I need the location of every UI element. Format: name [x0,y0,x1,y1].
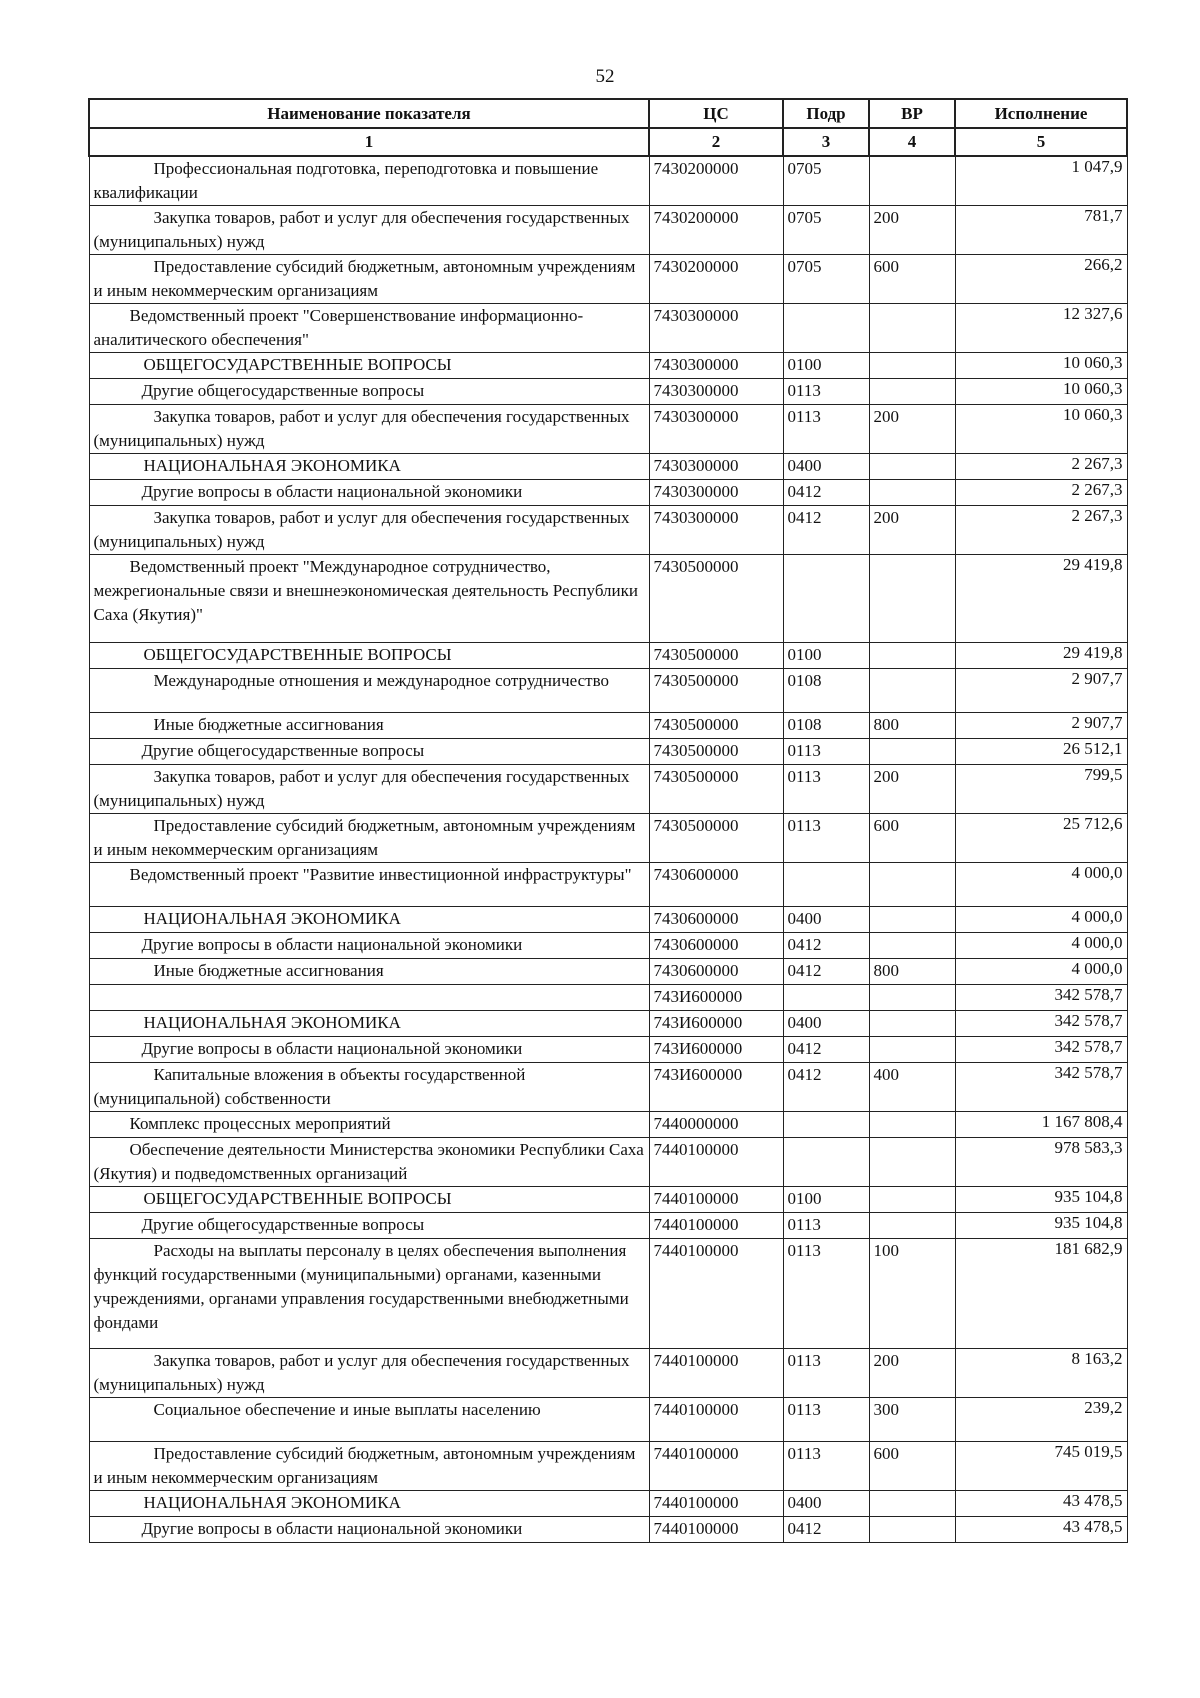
header-podr: Подр [783,99,869,128]
budget-execution-table [88,98,1128,1543]
row-cs: 7430600000 [649,933,783,959]
row-amount: 26 512,1 [955,739,1127,765]
table-row [89,1349,1127,1398]
row-podr [783,304,869,353]
row-cs: 7440000000 [649,1112,783,1138]
row-amount: 342 578,7 [955,1037,1127,1063]
table-row [89,669,1127,713]
table-row [89,555,1127,643]
header-vr: ВР [869,99,955,128]
row-vr [869,643,955,669]
row-podr [783,1138,869,1187]
row-name: Комплекс процессных мероприятий [89,1112,649,1138]
row-name: ОБЩЕГОСУДАРСТВЕННЫЕ ВОПРОСЫ [89,1187,649,1213]
row-amount: 25 712,6 [955,814,1127,863]
row-podr: 0705 [783,206,869,255]
row-amount: 342 578,7 [955,1063,1127,1112]
table-row [89,863,1127,907]
row-amount: 12 327,6 [955,304,1127,353]
row-amount: 935 104,8 [955,1187,1127,1213]
page-number: 52 [595,66,615,87]
row-name: Закупка товаров, работ и услуг для обеспечения государственных (муниципальных) нужд [89,206,649,255]
row-podr: 0113 [783,1239,869,1349]
row-podr: 0100 [783,1187,869,1213]
row-amount: 2 267,3 [955,454,1127,480]
row-cs: 7430200000 [649,206,783,255]
row-vr [869,304,955,353]
row-vr: 200 [869,506,955,555]
row-name: Предоставление субсидий бюджетным, автономным учреждениям и иным некоммерческим организациям [89,814,649,863]
row-amount: 978 583,3 [955,1138,1127,1187]
row-podr: 0412 [783,1517,869,1543]
row-cs: 7430600000 [649,907,783,933]
row-amount: 10 060,3 [955,379,1127,405]
table-row [89,1112,1127,1138]
row-vr: 200 [869,1349,955,1398]
row-vr: 600 [869,1442,955,1491]
table-header-row [89,99,1127,128]
row-vr: 600 [869,814,955,863]
row-amount: 342 578,7 [955,985,1127,1011]
row-vr: 100 [869,1239,955,1349]
row-vr: 200 [869,765,955,814]
table-row [89,765,1127,814]
row-vr: 800 [869,713,955,739]
row-amount: 4 000,0 [955,933,1127,959]
row-podr [783,1112,869,1138]
row-name: НАЦИОНАЛЬНАЯ ЭКОНОМИКА [89,1491,649,1517]
row-cs: 7430300000 [649,353,783,379]
row-vr [869,1011,955,1037]
row-name: Расходы на выплаты персоналу в целях обеспечения выполнения функций государственными (муниципальными) органами, казенными учреждениями, органами управления государственными внебюджетными фондами [89,1239,649,1349]
table-row [89,739,1127,765]
row-vr [869,863,955,907]
row-name: ОБЩЕГОСУДАРСТВЕННЫЕ ВОПРОСЫ [89,643,649,669]
row-cs: 743И600000 [649,1063,783,1112]
table-row [89,814,1127,863]
row-podr: 0113 [783,765,869,814]
row-cs: 7440100000 [649,1398,783,1442]
row-vr: 800 [869,959,955,985]
row-name: Ведомственный проект "Совершенствование информационно-аналитического обеспечения" [89,304,649,353]
table-row [89,985,1127,1011]
row-amount: 10 060,3 [955,353,1127,379]
row-name: ОБЩЕГОСУДАРСТВЕННЫЕ ВОПРОСЫ [89,353,649,379]
row-name: Закупка товаров, работ и услуг для обеспечения государственных (муниципальных) нужд [89,765,649,814]
row-name: Другие общегосударственные вопросы [89,1213,649,1239]
row-name: Другие вопросы в области национальной экономики [89,480,649,506]
row-name: НАЦИОНАЛЬНАЯ ЭКОНОМИКА [89,1011,649,1037]
row-cs: 7430500000 [649,555,783,643]
row-cs: 7430500000 [649,669,783,713]
row-amount: 239,2 [955,1398,1127,1442]
table-row [89,379,1127,405]
table-row [89,1187,1127,1213]
header-amount: Исполнение [955,99,1127,128]
row-vr: 600 [869,255,955,304]
row-name: Закупка товаров, работ и услуг для обеспечения государственных (муниципальных) нужд [89,405,649,454]
row-vr [869,454,955,480]
row-podr: 0412 [783,1037,869,1063]
row-cs: 7430300000 [649,480,783,506]
row-name: Социальное обеспечение и иные выплаты населению [89,1398,649,1442]
row-cs: 7440100000 [649,1239,783,1349]
row-podr: 0705 [783,156,869,206]
row-amount: 8 163,2 [955,1349,1127,1398]
row-podr: 0113 [783,1213,869,1239]
row-amount: 342 578,7 [955,1011,1127,1037]
table-row [89,933,1127,959]
row-amount: 29 419,8 [955,555,1127,643]
row-podr: 0400 [783,1011,869,1037]
row-cs: 743И600000 [649,1011,783,1037]
row-name: Ведомственный проект "Международное сотрудничество, межрегиональные связи и внешнеэкономическая деятельность Республики Саха (Якутия)" [89,555,649,643]
row-podr: 0412 [783,1063,869,1112]
row-amount: 10 060,3 [955,405,1127,454]
row-podr [783,863,869,907]
row-podr: 0113 [783,1349,869,1398]
row-cs: 7430600000 [649,959,783,985]
row-podr: 0412 [783,959,869,985]
row-name: Иные бюджетные ассигнования [89,713,649,739]
row-name: Другие общегосударственные вопросы [89,739,649,765]
table-row [89,506,1127,555]
row-podr [783,555,869,643]
row-vr: 300 [869,1398,955,1442]
row-name: Международные отношения и международное сотрудничество [89,669,649,713]
row-vr [869,1037,955,1063]
row-cs: 7440100000 [649,1138,783,1187]
row-podr: 0113 [783,1398,869,1442]
row-amount: 799,5 [955,765,1127,814]
row-podr: 0412 [783,506,869,555]
row-cs: 7430300000 [649,454,783,480]
row-podr: 0113 [783,814,869,863]
row-name: Другие вопросы в области национальной экономики [89,933,649,959]
row-podr: 0108 [783,713,869,739]
row-amount: 266,2 [955,255,1127,304]
row-cs: 7430300000 [649,405,783,454]
row-name: Предоставление субсидий бюджетным, автономным учреждениям и иным некоммерческим организациям [89,255,649,304]
row-name: Ведомственный проект "Развитие инвестиционной инфраструктуры" [89,863,649,907]
row-podr: 0113 [783,379,869,405]
row-amount: 43 478,5 [955,1517,1127,1543]
row-vr [869,555,955,643]
row-name: НАЦИОНАЛЬНАЯ ЭКОНОМИКА [89,907,649,933]
row-podr: 0113 [783,1442,869,1491]
row-podr: 0400 [783,1491,869,1517]
row-vr [869,985,955,1011]
row-cs: 7440100000 [649,1442,783,1491]
row-vr: 200 [869,405,955,454]
row-name: Предоставление субсидий бюджетным, автономным учреждениям и иным некоммерческим организациям [89,1442,649,1491]
row-podr: 0113 [783,405,869,454]
table-row [89,353,1127,379]
row-vr [869,1138,955,1187]
row-cs: 7430300000 [649,379,783,405]
row-amount: 2 267,3 [955,480,1127,506]
row-cs: 7440100000 [649,1491,783,1517]
row-vr [869,156,955,206]
row-vr [869,669,955,713]
table-row [89,1063,1127,1112]
table-row [89,1398,1127,1442]
row-amount: 745 019,5 [955,1442,1127,1491]
table-row [89,1138,1127,1187]
row-podr: 0400 [783,907,869,933]
row-podr: 0100 [783,353,869,379]
row-amount: 2 907,7 [955,669,1127,713]
row-vr [869,480,955,506]
row-cs: 7430500000 [649,739,783,765]
row-amount: 2 267,3 [955,506,1127,555]
table-row [89,1239,1127,1349]
table-row [89,255,1127,304]
row-cs: 7430500000 [649,643,783,669]
row-amount: 1 047,9 [955,156,1127,206]
table-row [89,959,1127,985]
row-cs: 7430200000 [649,156,783,206]
row-cs: 7430500000 [649,765,783,814]
row-amount: 29 419,8 [955,643,1127,669]
row-podr: 0113 [783,739,869,765]
row-cs: 743И600000 [649,985,783,1011]
table-row [89,454,1127,480]
row-podr: 0705 [783,255,869,304]
row-name: Закупка товаров, работ и услуг для обеспечения государственных (муниципальных) нужд [89,506,649,555]
row-podr [783,985,869,1011]
row-amount: 935 104,8 [955,1213,1127,1239]
row-name: НАЦИОНАЛЬНАЯ ЭКОНОМИКА [89,454,649,480]
table-row [89,1517,1127,1543]
row-amount: 181 682,9 [955,1239,1127,1349]
row-cs: 7430600000 [649,863,783,907]
column-number: 4 [869,128,955,156]
table-row [89,1037,1127,1063]
row-vr [869,1112,955,1138]
row-vr: 400 [869,1063,955,1112]
row-cs: 7430500000 [649,713,783,739]
row-name: Другие общегосударственные вопросы [89,379,649,405]
row-name: Закупка товаров, работ и услуг для обеспечения государственных (муниципальных) нужд [89,1349,649,1398]
row-cs: 7440100000 [649,1349,783,1398]
row-vr [869,933,955,959]
table-row [89,907,1127,933]
table-row [89,1442,1127,1491]
row-name: Капитальные вложения в объекты государственной (муниципальной) собственности [89,1063,649,1112]
row-cs: 7440100000 [649,1187,783,1213]
column-number: 2 [649,128,783,156]
row-vr: 200 [869,206,955,255]
row-cs: 7430500000 [649,814,783,863]
row-amount: 1 167 808,4 [955,1112,1127,1138]
row-amount: 43 478,5 [955,1491,1127,1517]
row-podr: 0108 [783,669,869,713]
row-cs: 7440100000 [649,1213,783,1239]
row-podr: 0412 [783,933,869,959]
row-vr [869,739,955,765]
row-vr [869,379,955,405]
table-row [89,713,1127,739]
row-vr [869,907,955,933]
table-row [89,1011,1127,1037]
row-name: Другие вопросы в области национальной экономики [89,1037,649,1063]
table-row [89,156,1127,206]
row-amount: 2 907,7 [955,713,1127,739]
header-name: Наименование показателя [89,99,649,128]
row-vr [869,1187,955,1213]
table-row [89,304,1127,353]
table-row [89,1491,1127,1517]
table-row [89,405,1127,454]
row-amount: 4 000,0 [955,907,1127,933]
row-name [89,985,649,1011]
row-vr [869,353,955,379]
column-number: 1 [89,128,649,156]
row-name: Другие вопросы в области национальной экономики [89,1517,649,1543]
row-podr: 0400 [783,454,869,480]
table-row [89,480,1127,506]
row-cs: 7430300000 [649,304,783,353]
row-vr [869,1517,955,1543]
row-podr: 0412 [783,480,869,506]
row-amount: 4 000,0 [955,863,1127,907]
row-amount: 781,7 [955,206,1127,255]
row-podr: 0100 [783,643,869,669]
row-cs: 7430300000 [649,506,783,555]
column-number: 3 [783,128,869,156]
row-amount: 4 000,0 [955,959,1127,985]
row-name: Профессиональная подготовка, переподготовка и повышение квалификации [89,156,649,206]
row-name: Иные бюджетные ассигнования [89,959,649,985]
table-body [89,156,1127,1543]
header-cs: ЦС [649,99,783,128]
column-number-row [89,128,1127,156]
column-number: 5 [955,128,1127,156]
row-vr [869,1213,955,1239]
row-cs: 7440100000 [649,1517,783,1543]
table-row [89,643,1127,669]
row-cs: 7430200000 [649,255,783,304]
row-name: Обеспечение деятельности Министерства экономики Республики Саха (Якутия) и подведомственных организаций [89,1138,649,1187]
row-vr [869,1491,955,1517]
row-cs: 743И600000 [649,1037,783,1063]
table-row [89,206,1127,255]
table-row [89,1213,1127,1239]
